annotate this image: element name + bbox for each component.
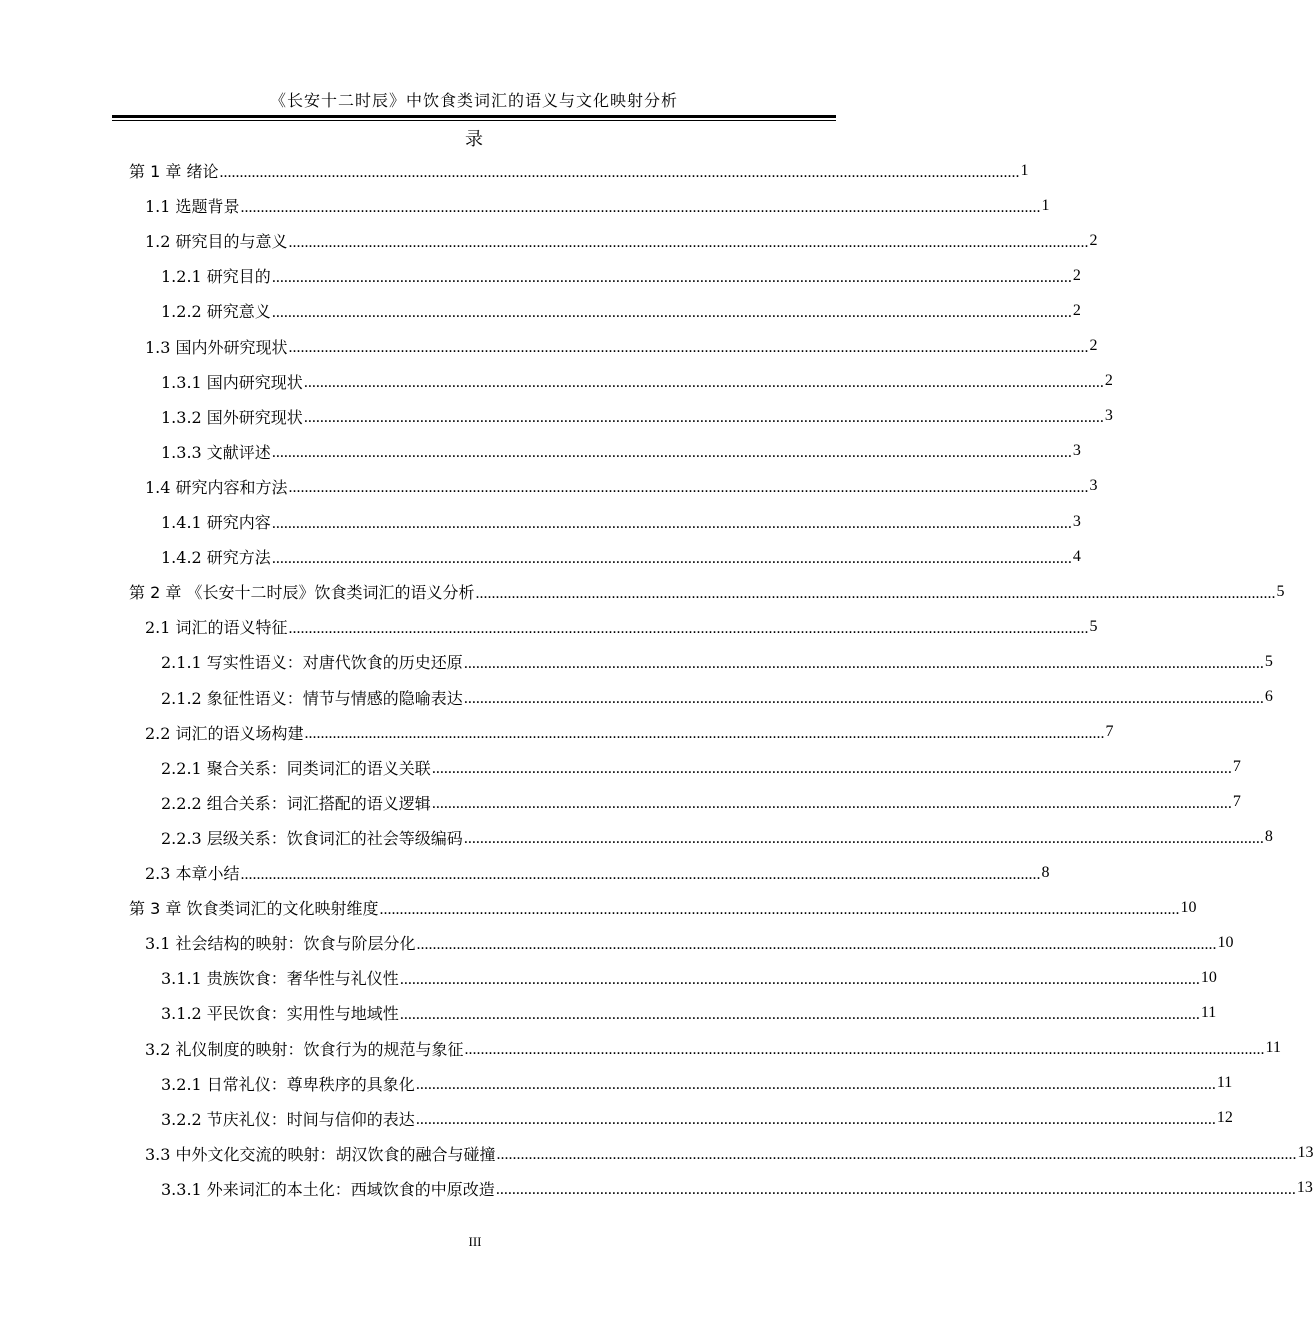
- toc-entry-page: 1: [1020, 161, 1029, 179]
- toc-entry-page: 2: [1072, 266, 1081, 284]
- toc-entry-title: 1.3 国内外研究现状: [145, 337, 288, 357]
- toc-entry[interactable]: [161, 960, 1217, 995]
- dot-leader: ........................................................................................................................................................................................................: [303, 409, 1104, 427]
- toc-entry-page: 11: [1216, 1074, 1233, 1092]
- dot-leader: ........................................................................................................................................................................................................: [431, 760, 1232, 778]
- toc-entry[interactable]: [145, 469, 1098, 504]
- toc-entry[interactable]: [161, 1101, 1233, 1136]
- toc-entry-title: 2.1.1 写实性语义：对唐代饮食的历史还原: [161, 653, 463, 673]
- toc-entry[interactable]: [161, 680, 1273, 715]
- toc-entry-title: 1.4.2 研究方法: [161, 548, 271, 568]
- dot-leader: ........................................................................................................................................................................................................: [271, 268, 1072, 286]
- dot-leader: ........................................................................................................................................................................................................: [495, 1181, 1296, 1199]
- toc-entry[interactable]: [161, 1171, 1313, 1206]
- toc-entry[interactable]: [161, 1066, 1233, 1101]
- toc-entry-title: 3.2.1 日常礼仪：尊卑秩序的具象化: [161, 1074, 415, 1094]
- toc-entry-title: 1.1 选题背景: [145, 197, 240, 217]
- dot-leader: ........................................................................................................................................................................................................: [271, 303, 1072, 321]
- dot-leader: ........................................................................................................................................................................................................: [240, 198, 1041, 216]
- toc-entry[interactable]: [145, 855, 1050, 890]
- toc-entry-page: 2: [1104, 372, 1113, 390]
- dot-leader: ........................................................................................................................................................................................................: [240, 865, 1041, 883]
- toc-entry-title: 2.2 词汇的语义场构建: [145, 723, 304, 743]
- toc-entry-page: 7: [1105, 723, 1114, 741]
- header-rule-thin: [112, 120, 836, 121]
- toc-entry-page: 5: [1264, 652, 1273, 670]
- page-number: III: [468, 1234, 482, 1249]
- toc-entry-page: 4: [1072, 547, 1081, 565]
- toc-entry-title: 1.3.2 国外研究现状: [161, 407, 303, 427]
- toc-entry-page: 2: [1072, 301, 1081, 319]
- dot-leader: ........................................................................................................................................................................................................: [496, 1146, 1297, 1164]
- dot-leader: ........................................................................................................................................................................................................: [288, 619, 1089, 637]
- toc-entry-title: 1.2.1 研究目的: [161, 267, 271, 287]
- toc-entry-title: 3.3 中外文化交流的映射：胡汉饮食的融合与碰撞: [145, 1144, 496, 1164]
- dot-leader: ........................................................................................................................................................................................................: [416, 935, 1217, 953]
- toc-entry[interactable]: [129, 574, 1285, 609]
- toc-entry-page: 6: [1264, 688, 1273, 705]
- toc-entry[interactable]: [161, 293, 1081, 328]
- dot-leader: ........................................................................................................................................................................................................: [379, 900, 1180, 918]
- toc-entry[interactable]: [145, 188, 1050, 223]
- dot-leader: ........................................................................................................................................................................................................: [463, 654, 1264, 672]
- dot-leader: ........................................................................................................................................................................................................: [431, 795, 1232, 813]
- toc-entry[interactable]: [161, 785, 1241, 820]
- toc-entry-page: 5: [1089, 617, 1098, 635]
- toc-entry-page: 3: [1089, 477, 1098, 495]
- toc-entry-page: 7: [1232, 793, 1241, 811]
- dot-leader: ........................................................................................................................................................................................................: [288, 233, 1089, 251]
- toc-entry[interactable]: [161, 644, 1273, 679]
- toc-entry[interactable]: [145, 609, 1098, 644]
- toc-entry-title: 1.3.1 国内研究现状: [161, 372, 303, 392]
- dot-leader: ........................................................................................................................................................................................................: [271, 514, 1072, 532]
- toc-entry[interactable]: [161, 399, 1113, 434]
- toc-entry-page: 11: [1200, 1003, 1217, 1021]
- toc-entry-page: 3: [1072, 442, 1081, 460]
- toc-entry-title: 2.2.3 层级关系：饮食词汇的社会等级编码: [161, 828, 463, 848]
- toc-entry-page: 12: [1216, 1109, 1233, 1127]
- toc-entry[interactable]: [145, 1136, 1314, 1171]
- toc-entry-page: 10: [1217, 933, 1234, 951]
- dot-leader: ........................................................................................................................................................................................................: [304, 725, 1105, 743]
- toc-entry[interactable]: [145, 715, 1114, 750]
- dot-leader: ........................................................................................................................................................................................................: [303, 374, 1104, 392]
- toc-title: 录: [465, 129, 483, 150]
- toc-entry-title: 2.2.2 组合关系：词汇搭配的语义逻辑: [161, 793, 431, 813]
- toc-entry-page: 13: [1297, 1144, 1314, 1162]
- toc-entry-page: 7: [1232, 758, 1241, 776]
- running-header: 《长安十二时辰》中饮食类词汇的语义与文化映射分析: [269, 91, 678, 110]
- toc-entry-page: 5: [1276, 582, 1285, 600]
- toc-entry-page: 13: [1296, 1179, 1313, 1197]
- toc-entry-page: 1: [1041, 196, 1050, 214]
- toc-entry-page: 11: [1265, 1039, 1281, 1056]
- toc-entry[interactable]: [161, 995, 1217, 1030]
- toc-entry[interactable]: [161, 364, 1113, 399]
- dot-leader: ........................................................................................................................................................................................................: [463, 690, 1264, 707]
- toc-entry[interactable]: [161, 258, 1081, 293]
- toc-entry[interactable]: [145, 925, 1234, 960]
- toc-entry-page: 2: [1089, 337, 1098, 354]
- dot-leader: ........................................................................................................................................................................................................: [415, 1076, 1216, 1094]
- toc-entry[interactable]: [129, 153, 1029, 188]
- toc-entry-page: 3: [1072, 512, 1081, 530]
- toc-entry-title: 3.1.2 平民饮食：实用性与地域性: [161, 1004, 399, 1024]
- toc-entry[interactable]: [161, 504, 1081, 539]
- toc-entry-title: 第 2 章 《长安十二时辰》饮食类词汇的语义分析: [129, 583, 475, 603]
- toc-entry[interactable]: [161, 539, 1081, 574]
- toc-entry[interactable]: [129, 890, 1197, 925]
- dot-leader: ........................................................................................................................................................................................................: [271, 444, 1072, 462]
- toc-entry-page: 2: [1089, 231, 1098, 249]
- toc-entry[interactable]: [145, 329, 1098, 364]
- toc-entry-title: 3.2.2 节庆礼仪：时间与信仰的表达: [161, 1109, 415, 1129]
- toc-entry-title: 第 3 章 饮食类词汇的文化映射维度: [129, 899, 379, 919]
- dot-leader: ........................................................................................................................................................................................................: [464, 1041, 1265, 1058]
- toc-entry[interactable]: [161, 820, 1273, 855]
- dot-leader: ........................................................................................................................................................................................................: [415, 1111, 1216, 1129]
- dot-leader: ........................................................................................................................................................................................................: [463, 830, 1264, 848]
- toc-entry-title: 2.1.2 象征性语义：情节与情感的隐喻表达: [161, 688, 463, 708]
- toc-entry-title: 1.4.1 研究内容: [161, 513, 271, 532]
- toc-entry-title: 第 1 章 绪论: [129, 162, 219, 181]
- toc-entry-title: 3.3.1 外来词汇的本土化：西域饮食的中原改造: [161, 1179, 495, 1199]
- toc-entry-title: 2.1 词汇的语义特征: [145, 618, 288, 638]
- toc-entry-title: 2.3 本章小结: [145, 864, 240, 883]
- toc-entry-page: 8: [1041, 863, 1050, 881]
- dot-leader: ........................................................................................................................................................................................................: [475, 584, 1276, 602]
- dot-leader: ........................................................................................................................................................................................................: [288, 479, 1089, 497]
- dot-leader: ........................................................................................................................................................................................................: [219, 163, 1020, 181]
- toc-entry[interactable]: [145, 1031, 1281, 1066]
- toc-entry-title: 3.2 礼仪制度的映射：饮食行为的规范与象征: [145, 1039, 464, 1059]
- toc-entry-title: 1.4 研究内容和方法: [145, 477, 288, 497]
- toc-entry-title: 3.1 社会结构的映射：饮食与阶层分化: [145, 934, 416, 954]
- dot-leader: ........................................................................................................................................................................................................: [271, 549, 1072, 567]
- toc-entry-title: 3.1.1 贵族饮食：奢华性与礼仪性: [161, 969, 399, 989]
- dot-leader: ........................................................................................................................................................................................................: [399, 1005, 1200, 1023]
- toc-entry[interactable]: [145, 223, 1098, 258]
- toc-entry-title: 1.2 研究目的与意义: [145, 232, 288, 252]
- toc-entry[interactable]: [161, 434, 1081, 469]
- toc-entry-page: 10: [1200, 968, 1217, 986]
- header-rule-thick: [112, 115, 836, 118]
- toc-entry-page: 10: [1180, 898, 1197, 916]
- toc-entry-title: 1.3.3 文献评述: [161, 442, 271, 462]
- toc-entry-title: 1.2.2 研究意义: [161, 302, 271, 322]
- toc-entry[interactable]: [161, 750, 1241, 785]
- toc-entry-page: 3: [1104, 407, 1113, 425]
- toc-entry-title: 2.2.1 聚合关系：同类词汇的语义关联: [161, 758, 431, 778]
- toc-entry-page: 8: [1264, 828, 1273, 846]
- dot-leader: ........................................................................................................................................................................................................: [399, 970, 1200, 988]
- dot-leader: ........................................................................................................................................................................................................: [288, 339, 1089, 356]
